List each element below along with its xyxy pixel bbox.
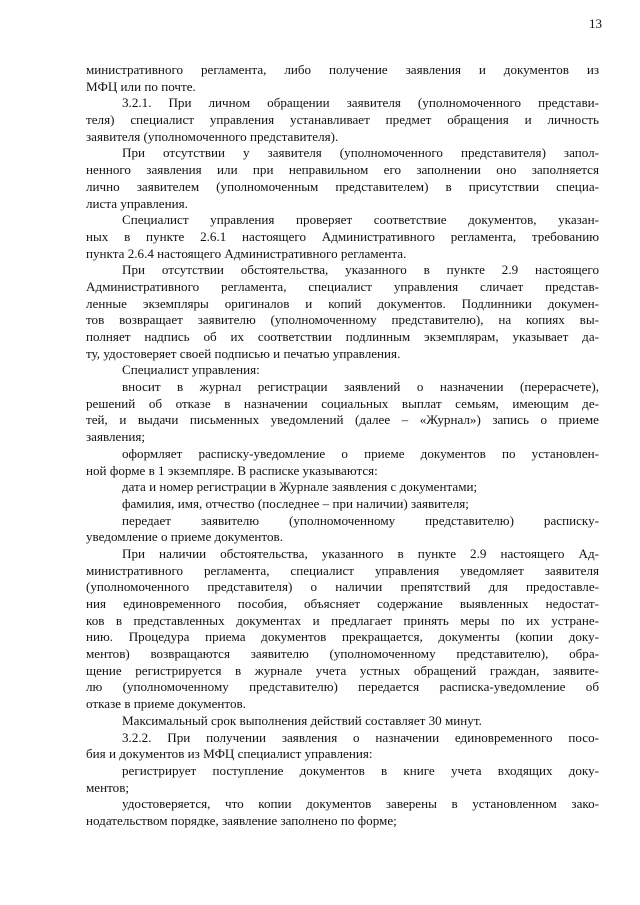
- text-line: ненного заявления или при неправильном его заполнении оно заполняется: [86, 162, 599, 178]
- text-line: ту, удостоверяет своей подписью и печатью управления.: [86, 345, 401, 361]
- text-line: полняет надпись об их соответствии подлинным экземплярам, указывает да-: [86, 329, 599, 344]
- text-line: лично заявителем (уполномоченным представителем) в присутствии специа-: [86, 178, 599, 194]
- text-line: лю (уполномоченному представителю) передается расписка-уведомление об: [86, 679, 599, 695]
- text-line: ных в пункте 2.6.1 настоящего Административного регламента, требованию: [86, 228, 599, 244]
- text-line: тов возвращает заявителю (уполномоченному представителю), на копиях вы-: [86, 312, 599, 328]
- text-line: удостоверяется, что копии документов заверены в установленном зако-: [122, 796, 599, 812]
- text-line: ментов) возвращаются заявителю (уполномоченному представителю), обра-: [86, 646, 599, 662]
- text-line: При отсутствии обстоятельства, указанного в пункте 2.9 настоящего: [122, 262, 599, 278]
- text-line: уведомление о приеме документов.: [86, 529, 283, 545]
- text-line: ментов;: [86, 779, 130, 795]
- text-line: дата и номер регистрации в Журнале заявления с документами;: [122, 479, 478, 495]
- text-line: отказе в приеме документов.: [86, 696, 246, 712]
- text-line: (уполномоченного представителя) о наличии препятствий для предоставле-: [86, 579, 599, 595]
- text-line: теля) специалист управления устанавливает предмет обращения и личность: [86, 112, 599, 128]
- text-line: передает заявителю (уполномоченному представителю) расписку-: [122, 512, 599, 528]
- text-line: МФЦ или по почте.: [86, 78, 196, 94]
- text-line: заявителя (уполномоченного представителя).: [86, 128, 339, 144]
- text-line: заявления;: [86, 429, 146, 445]
- text-line: решений об отказе в назначении социальных выплат семьям, имеющим де-: [86, 395, 599, 411]
- text-line: тей, и выдачи письменных уведомлений (далее – «Журнал») запись о приеме: [86, 412, 599, 428]
- text-line: При наличии обстоятельства, указанного в пункте 2.9 настоящего Ад-: [122, 545, 599, 561]
- text-line: 3.2.1. При личном обращении заявителя (уполномоченного представи-: [122, 95, 599, 111]
- text-line: нию. Процедура приема документов прекращается, документы (копии доку-: [86, 629, 599, 645]
- text-line: министративного регламента, либо получение заявления и документов из: [86, 62, 599, 77]
- text-line: Максимальный срок выполнения действий составляет 30 минут.: [122, 712, 482, 728]
- text-line: нодательством порядке, заявление заполнено по форме;: [86, 812, 397, 828]
- text-line: ния единовременного пособия, объясняет содержание выявленных недостат-: [86, 596, 599, 611]
- text-line: 3.2.2. При получении заявления о назначении единовременного посо-: [122, 729, 599, 745]
- body-text: [86, 62, 599, 830]
- page-number: 13: [589, 16, 602, 31]
- text-line: бия и документов из МФЦ специалист управления:: [86, 746, 373, 762]
- text-line: фамилия, имя, отчество (последнее – при наличии) заявителя;: [122, 495, 469, 511]
- text-line: ной форме в 1 экземпляре. В расписке указываются:: [86, 462, 378, 478]
- text-line: вносит в журнал регистрации заявлений о назначении (перерасчете),: [122, 379, 599, 395]
- text-line: Специалист управления проверяет соответствие документов, указан-: [122, 212, 599, 228]
- text-line: министративного регламента, специалист управления уведомляет заявителя: [86, 562, 599, 578]
- text-line: Специалист управления:: [122, 362, 260, 378]
- text-line: регистрирует поступление документов в книге учета входящих доку-: [122, 762, 599, 778]
- text-line: щение регистрируется в журнале учета устных обращений граждан, заявите-: [86, 662, 599, 678]
- text-line: листа управления.: [86, 195, 188, 211]
- text-line: ков в представленных документах и предлагает принять меры по их устране-: [86, 612, 599, 628]
- text-line: ленные экземпляры оригиналов и копий документов. Подлинники докумен-: [86, 295, 599, 311]
- text-line: оформляет расписку-уведомление о приеме документов по установлен-: [122, 445, 599, 461]
- text-line: При отсутствии у заявителя (уполномоченного представителя) запол-: [122, 145, 599, 161]
- text-line: Административного регламента, специалист управления сличает представ-: [86, 278, 599, 294]
- text-line: пункта 2.6.4 настоящего Административного регламента.: [86, 245, 407, 261]
